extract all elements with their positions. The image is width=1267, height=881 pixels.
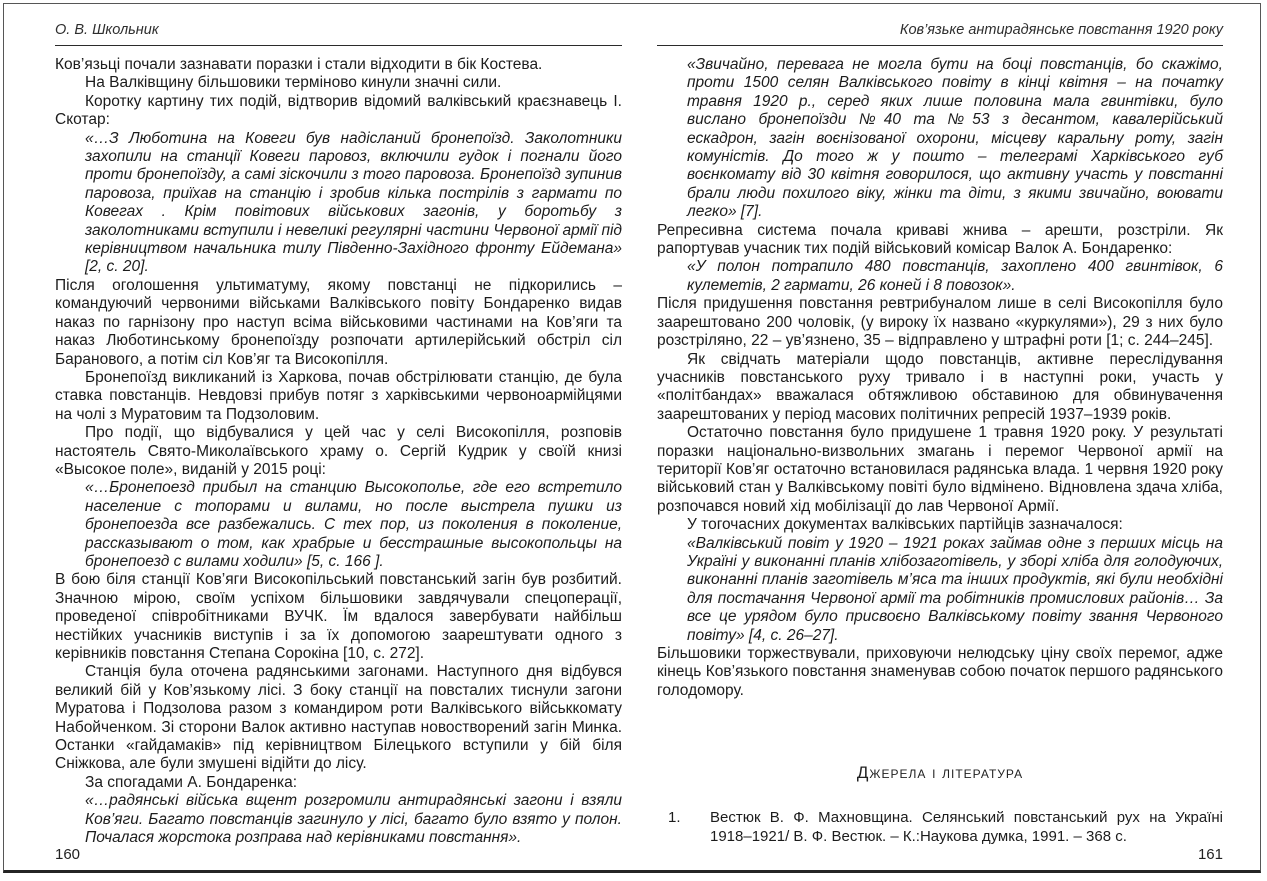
- chapter-title: Ков’язьке антирадянське повстання 1920 року: [899, 22, 1223, 38]
- reference-list: [657, 809, 1223, 846]
- paragraph: «У полон потрапило 480 повстанців, захоплено 400 гвинтівок, 6 кулеметів, 2 гармати, 26 коней і 8 повозок».: [687, 258, 1223, 294]
- paragraph: «…Бронепоезд прибыл на станцию Высокополье, где его встретило население с топорами и вилами, но после выстрела пушки из бронепоезда все разбежались. С тех пор, из поколения в поколение, рассказывают о том, как храбрые и бесстрашные высокопольцы на бронепоезд с вилами ходили» [5, с. 166 ].: [85, 479, 622, 570]
- page-right: [657, 22, 1224, 845]
- running-head-author: [55, 22, 622, 46]
- page-number-right: 161: [1197, 846, 1223, 863]
- reference-number: 1.: [668, 809, 681, 826]
- page-left: [55, 22, 622, 847]
- reference-text: Вестюк В. Ф. Махновщина. Селянський повстанський рух на Україні 1918–1921/ В. Ф. Вестюк. – К.:Наукова думка, 1991. – 368 с.: [710, 809, 1223, 845]
- paragraph: «…З Люботина на Ковеги був надісланий бронепоїзд. Заколотники захопили на станції Ковеги паровоз, включили гудок і погнали його проти бронепоїзду, а самі зіскочили з того паровоза. Бронепоїзд зупинив паровоза, приїхав на станцію і зробив кілька пострілів з гармати по Ковегах . Крім повітових військових загонів, у боротьбу з заколотниками вступили і невеликі регулярні частини Червоної армії під керівництвом начальника тилу Південно-Західного фронту Ейдемана» [2, с. 20].: [85, 129, 622, 276]
- paragraph: Коротку картину тих подій, відтворив відомий валківський краєзнавець І. Скотар:: [55, 92, 622, 129]
- sources-heading: Джерела і література: [856, 763, 1024, 782]
- paragraph: Репресивна система почала криваві жнива – арешти, розстріли. Як рапортував учасник тих подій військовий комісар Валок А. Бондаренко:: [657, 221, 1223, 258]
- paragraph: Ков’язьці почали зазнавати поразки і стали відходити в бік Костева.: [55, 56, 543, 73]
- paragraph: Після оголошення ультиматуму, якому повстанці не підкорились – командуючий червоними військами Валківського повіту Бондаренко видав наказ по гарнізону про наступ всіма військовими частинами на Ков’яги та наказ Люботинському бронепоїзду розпочати артилерійський обстріл сіл Баранового, а потім сіл Ков’яг та Високопілля.: [55, 276, 622, 368]
- paragraph: Після придушення повстання ревтрибуналом лише в селі Високопілля було заарештовано 200 чоловік, (у вироку їх названо «куркулями»), 29 з них було розстріляно, 22 – ув’язнено, 35 – відправлено у штрафні роти [1; с. 244–245].: [657, 295, 1223, 350]
- left-page-body: [55, 56, 622, 847]
- paragraph: «Звичайно, перевага не могла бути на боці повстанців, бо скажімо, проти 1500 селян Валківського повіту в кінці квітня – на початку травня 1920 р., серед яких лише половина мала гвинтівки, було вислано бронепоїзди №40 та №53 з десантом, кавалерійський ескадрон, загін воєнізованої охорони, місцеву каральну роту, загін комуністів. До того ж у пошто – телеграмі Харківського губ воєнкомату від 30 квітня говорилося, що активну участь у повстанні брали люди похилого віку, жінки та діти, з якими звичайно, воювати легко» [7].: [687, 56, 1223, 221]
- paragraph: «Валківський повіт у 1920 – 1921 роках займав одне з перших місць на Україні у виконанні планів хлібозаготівель, у зборі хліба для голодуючих, виконанні планів заготівель м’яса та інших продуктів, які були необхідні для постачання Червоної армії та робітників промислових районів… За все це урядом було присвоєно Валківському повіту звання Червоного повіту» [4, с. 26–27].: [687, 534, 1223, 644]
- author-name: О. В. Школьник: [55, 22, 159, 38]
- paragraph: Про події, що відбувалися у цей час у селі Високопілля, розповів настоятель Свято-Миколаївського храму о. Сергій Кудрик у своїй книзі «Высокое поле», виданій у 2015 році:: [55, 424, 622, 478]
- page-number-left: 160: [55, 846, 81, 863]
- paragraph: Остаточно повстання було придушене 1 травня 1920 року. У результаті поразки національно-визвольних змагань і перемог Червоної армії на території Ков’яг остаточно встановилася радянська влада. 1 червня 1920 року військовий стан у Валківському повіті було відмінено. Відновлена здача хліба, розпочався новий хід мобілізації до лав Червоної Армії.: [657, 424, 1224, 515]
- sources-section: [657, 763, 1223, 846]
- paragraph: Як свідчать матеріали щодо повстанців, активне переслідування учасників повстанського руху тривало і в наступні роки, участь у «політбандах» вважалася обтяжливою обставиною для обвинувачення заарештованих у період масових політичних репресій 1937–1939 років.: [657, 350, 1223, 423]
- reference-item: [657, 809, 1223, 846]
- paragraph: На Валківщину більшовики терміново кинули значні сили.: [85, 74, 502, 92]
- paragraph: Бронепоїзд викликаний із Харкова, почав обстрілювати станцію, де була ставка повстанців. Невдовзі прибув потяг з харківськими червоноармійцями на чолі з Муратовим та Подзоловим.: [55, 368, 622, 423]
- paragraph: «…радянські війська вщент розгромили антирадянські загони і взяли Ков’яги. Багато повстанців загинуло у лісі, багато було взято у полон. Почалася жорстока розправа над керівниками повстання».: [85, 792, 622, 847]
- book-spread-frame: [3, 3, 1261, 873]
- paragraph: В бою біля станції Ков’яги Високопільський повстанський загін був розбитий. Значною мірою, своїм успіхом більшовики завдячували спецоперації, проведеної співробітниками ВУЧК. Їм вдалося завербувати найбільш нестійких учасників виступів і за їх допомогою заарештувати одного з керівників повстання Степана Сорокіна [10, с. 272].: [55, 571, 622, 662]
- paragraph: За спогадами А. Бондаренка:: [85, 773, 298, 791]
- paragraph: Станція була оточена радянськими загонами. Наступного дня відбувся великий бій у Ков’язькому лісі. З боку станції на повсталих тиснули загони Муратова і Подзолова разом з командиром роти Валківського військкомату Набойченком. Зі сторони Валок активно наступав новостворений загін Минка. Останки «гайдамаків» під керівництвом Білецького вступили у бій біля Сніжкова, але були змушені відійти до лісу.: [55, 663, 622, 773]
- paragraph: Більшовики торжествували, приховуючи нелюдську ціну своїх перемог, адже кінець Ков’язького повстання знаменував собою початок першого радянського голодомору.: [657, 645, 1223, 699]
- running-head-title: [657, 22, 1223, 46]
- right-page-body: [657, 56, 1223, 700]
- paragraph: У тогочасних документах валківських партійців зазначалося:: [687, 516, 1123, 534]
